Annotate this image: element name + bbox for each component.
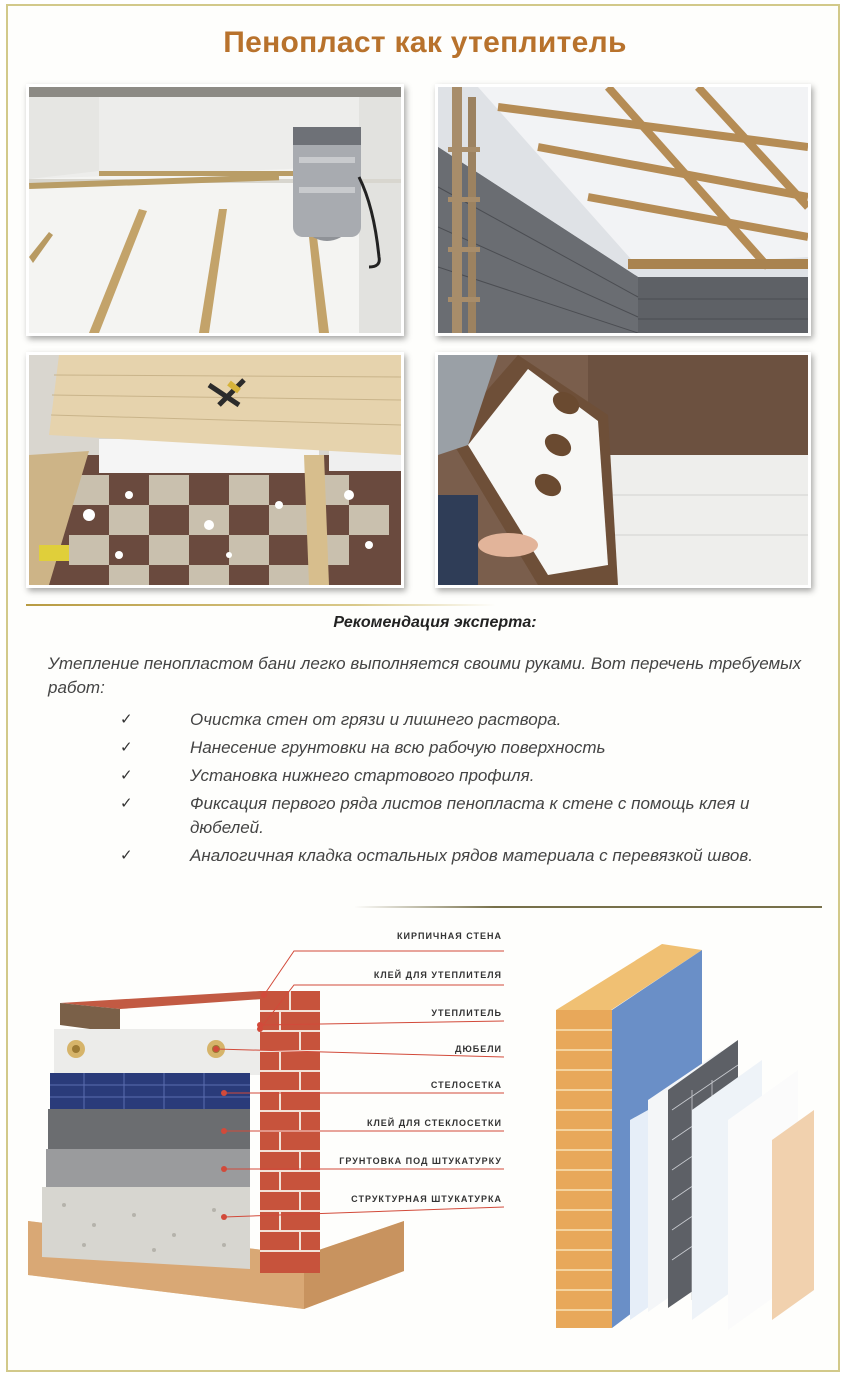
- label-mesh-glue: КЛЕЙ ДЛЯ СТЕКЛОСЕТКИ: [366, 1118, 502, 1128]
- label-insulation-glue: КЛЕЙ ДЛЯ УТЕПЛИТЕЛЯ: [373, 970, 502, 980]
- list-item: [120, 736, 820, 760]
- photo-foam-adhesive: [435, 352, 811, 588]
- photo-attic-rafters: [435, 84, 811, 336]
- step-text: Очистка стен от грязи и лишнего раствора.: [190, 710, 562, 729]
- bottom-divider: [354, 906, 822, 908]
- checkmark-icon: ✓: [120, 795, 133, 812]
- exploded-layers-illustration: [552, 940, 832, 1340]
- list-item: [120, 764, 820, 788]
- page-title: Пенопласт как утеплитель: [223, 26, 627, 59]
- step-text: Фиксация первого ряда листов пенопласта к стене с помощь клея и дюбелей.: [190, 794, 750, 837]
- label-primer: ГРУНТОВКА ПОД ШТУКАТУРКУ: [339, 1156, 502, 1166]
- photo-sauna-walls: [26, 84, 404, 336]
- label-mesh: СТЕЛОСЕТКА: [430, 1080, 502, 1090]
- label-brick-wall: КИРПИЧНАЯ СТЕНА: [397, 931, 502, 941]
- checkmark-icon: ✓: [120, 711, 133, 728]
- label-insulation: УТЕПЛИТЕЛЬ: [431, 1008, 502, 1018]
- exploded-layers-diagram: [552, 940, 832, 1340]
- label-dowels: ДЮБЕЛИ: [455, 1044, 502, 1054]
- step-text: Аналогичная кладка остальных рядов материала с перевязкой швов.: [190, 846, 753, 865]
- list-item: [120, 792, 820, 840]
- checkmark-icon: ✓: [120, 847, 133, 864]
- step-text: Нанесение грунтовки на всю рабочую поверхность: [190, 738, 606, 757]
- wall-layers-diagram: [24, 925, 524, 1345]
- wall-layers-illustration: [24, 925, 524, 1345]
- steps-list: [120, 708, 820, 872]
- expert-heading: Рекомендация эксперта:: [333, 614, 537, 631]
- label-plaster: СТРУКТУРНАЯ ШТУКАТУРКА: [351, 1194, 502, 1204]
- checkmark-icon: ✓: [120, 739, 133, 756]
- list-item: [120, 708, 820, 732]
- step-text: Установка нижнего стартового профиля.: [190, 766, 535, 785]
- photo-floor-insulation: [26, 352, 404, 588]
- intro-text: Утепление пенопластом бани легко выполняется своими руками. Вот перечень требуемых работ:: [48, 654, 802, 697]
- list-item: [120, 844, 820, 868]
- top-divider: [26, 604, 496, 606]
- checkmark-icon: ✓: [120, 767, 133, 784]
